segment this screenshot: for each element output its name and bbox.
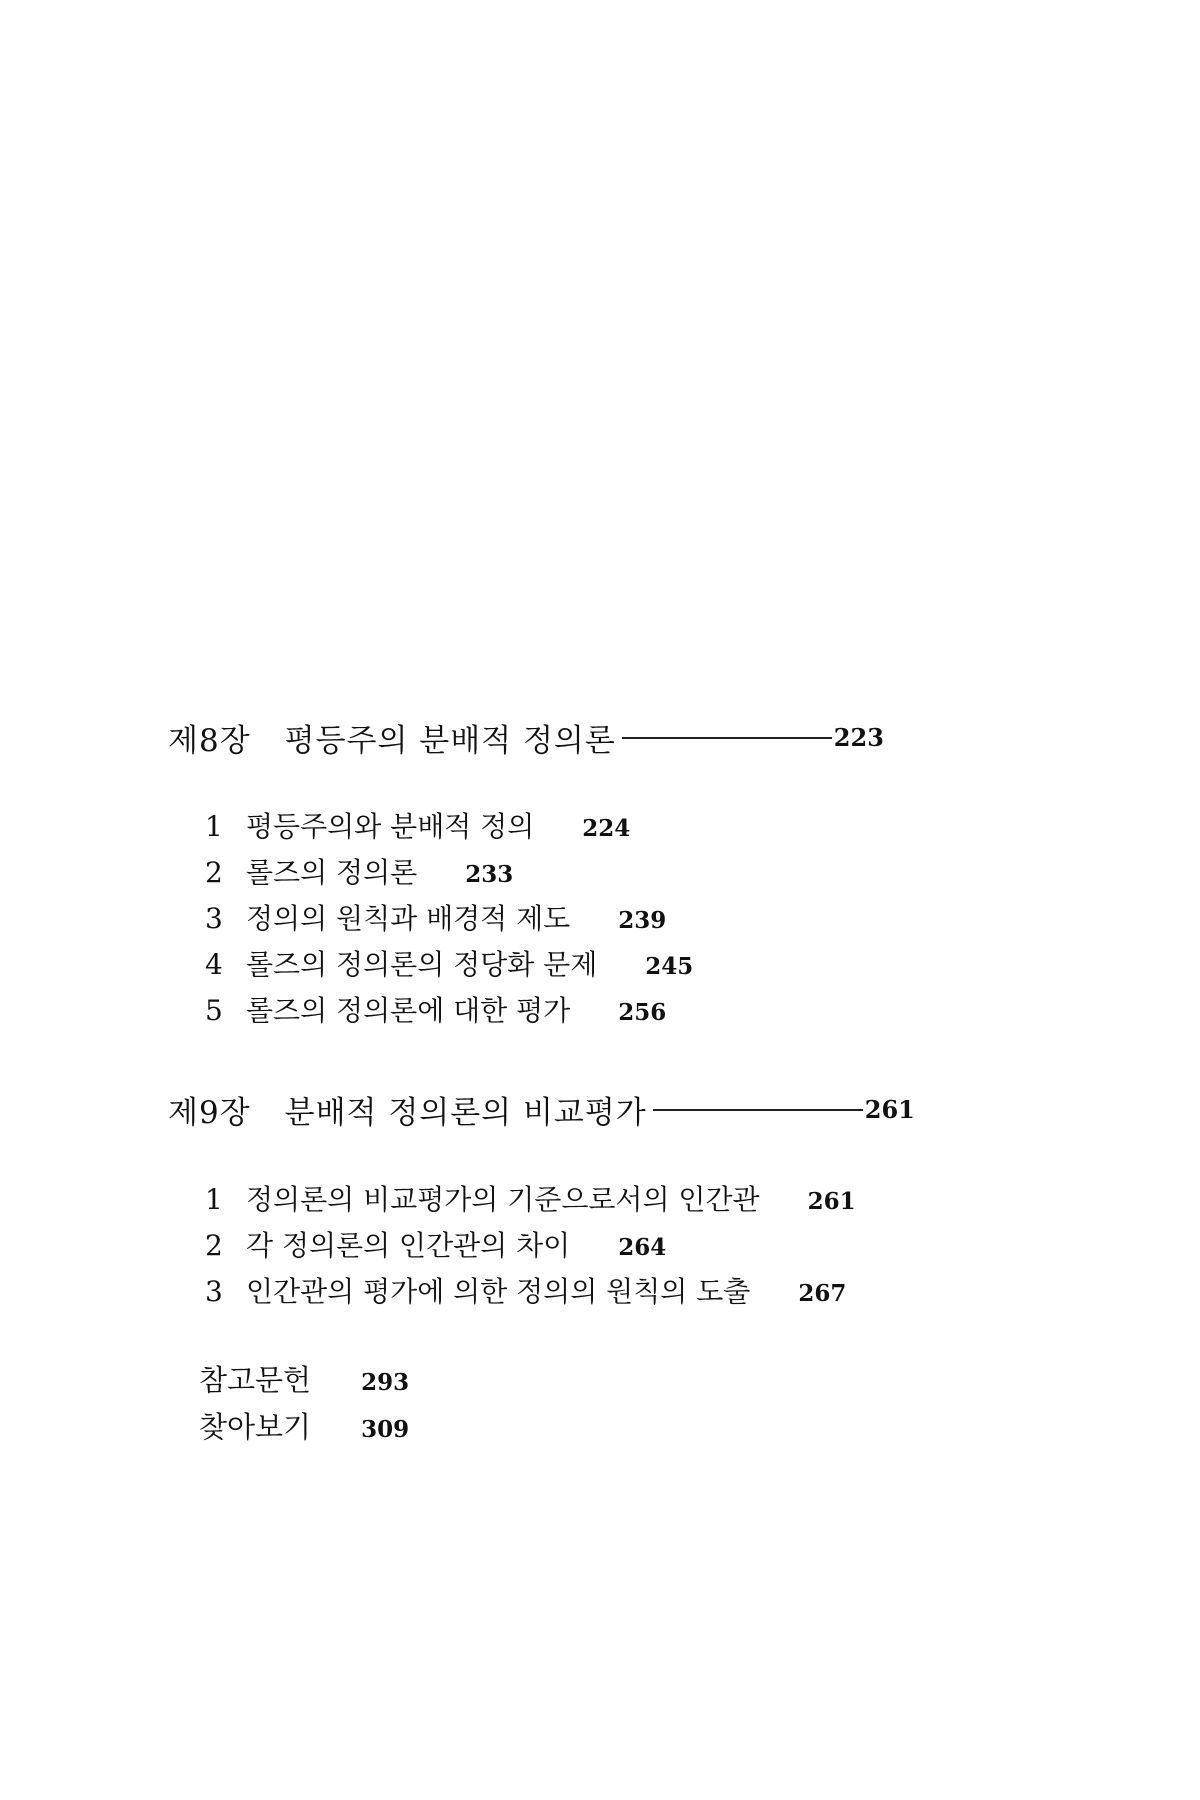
entry-index: 3 xyxy=(205,902,223,935)
chapter-page-number: 223 xyxy=(833,723,884,752)
entry-title: 롤즈의 정의론에 대한 평가 xyxy=(246,994,571,1027)
entry-page-number: 245 xyxy=(645,953,694,980)
toc-entry xyxy=(205,1224,666,1264)
entry-page-number: 264 xyxy=(618,1234,667,1261)
entry-page-number: 239 xyxy=(618,907,667,934)
entry-title: 정의론의 비교평가의 기준으로서의 인간관 xyxy=(246,1183,760,1216)
entry-title: 평등주의와 분배적 정의 xyxy=(246,810,535,843)
back-matter-title: 찾아보기 xyxy=(199,1410,312,1444)
chapter-page-number: 261 xyxy=(864,1095,915,1124)
entry-title: 정의의 원칙과 배경적 제도 xyxy=(246,902,571,935)
entry-index: 3 xyxy=(205,1275,223,1308)
back-matter-page-number: 293 xyxy=(361,1369,410,1396)
entry-title: 롤즈의 정의론의 정당화 문제 xyxy=(246,948,598,981)
toc-entry xyxy=(205,851,513,891)
entry-index: 4 xyxy=(205,948,223,981)
entry-page-number: 267 xyxy=(798,1280,847,1307)
entry-page-number: 224 xyxy=(582,815,631,842)
toc-entry xyxy=(205,897,666,937)
chapter-heading xyxy=(168,715,884,760)
back-matter-entry xyxy=(199,1358,409,1399)
chapter-title: 평등주의 분배적 정의론 xyxy=(284,723,616,759)
back-matter-page-number: 309 xyxy=(361,1416,410,1443)
leader-rule xyxy=(653,1109,863,1111)
toc-entry xyxy=(205,943,693,983)
toc-entry xyxy=(205,805,630,845)
leader-rule xyxy=(622,737,832,739)
chapter-title: 분배적 정의론의 비교평가 xyxy=(284,1095,647,1131)
toc-entry xyxy=(205,989,666,1029)
entry-page-number: 261 xyxy=(807,1188,856,1215)
entry-title: 각 정의론의 인간관의 차이 xyxy=(246,1229,571,1262)
entry-index: 1 xyxy=(205,810,223,843)
toc-entry xyxy=(205,1270,846,1310)
back-matter-entry xyxy=(199,1405,409,1446)
entry-index: 2 xyxy=(205,856,223,889)
entry-index: 1 xyxy=(205,1183,223,1216)
entry-title: 인간관의 평가에 의한 정의의 원칙의 도출 xyxy=(246,1275,751,1308)
entry-index: 2 xyxy=(205,1229,223,1262)
entry-page-number: 256 xyxy=(618,999,667,1026)
entry-title: 롤즈의 정의론 xyxy=(246,856,418,889)
toc-entry xyxy=(205,1178,856,1218)
entry-page-number: 233 xyxy=(465,861,514,888)
chapter-number: 제8장 xyxy=(168,723,251,759)
chapter-heading xyxy=(168,1087,915,1132)
entry-index: 5 xyxy=(205,994,223,1027)
back-matter-title: 참고문헌 xyxy=(199,1363,312,1397)
chapter-number: 제9장 xyxy=(168,1095,251,1131)
